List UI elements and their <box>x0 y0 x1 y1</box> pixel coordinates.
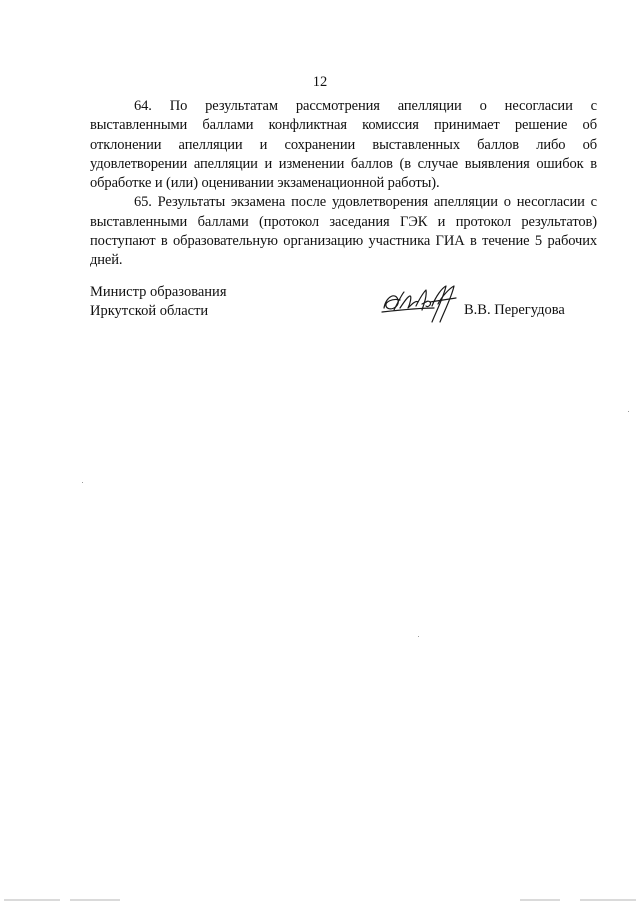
position-line-2: Иркутской области <box>90 303 209 319</box>
scan-speck <box>82 482 83 483</box>
position-line-1: Министр образования <box>90 284 227 300</box>
document-body <box>90 97 597 271</box>
signatory-position <box>90 283 226 321</box>
paragraph-64: 64. По результатам рассмотрения апелляции о несогласии с выставленными баллами конфликтная комиссия принимает решение об отклонении апелляции и сохранении выставленных баллов либо об удовлетворении апелляции и изменении баллов (в случае выявления ошибок в обработке и (или) оценивании экзаменационной работы). <box>90 98 597 192</box>
signer-name: В.В. Перегудова <box>464 302 565 318</box>
handwritten-signature <box>380 282 460 326</box>
scan-speck <box>418 636 419 637</box>
scan-speck <box>628 411 629 412</box>
page-number: 12 <box>312 74 328 90</box>
paragraph-65: 65. Результаты экзамена после удовлетворения апелляции о несогласии с выставленными баллами (протокол заседания ГЭК и протокол результатов) поступают в образовательную организацию участника ГИА в течение 5 рабочих дней. <box>90 194 597 269</box>
scan-bottom-edge <box>0 899 640 901</box>
